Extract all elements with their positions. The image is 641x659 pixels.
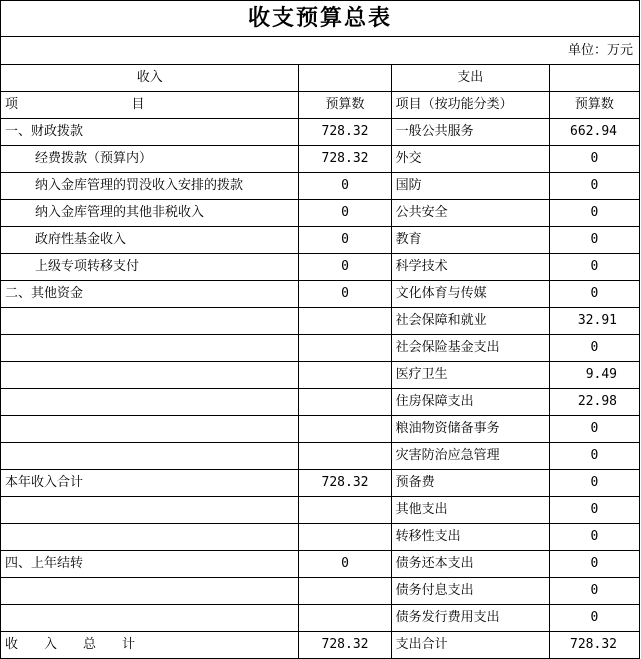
income-item bbox=[1, 497, 299, 524]
empty-cell bbox=[549, 65, 639, 92]
income-value bbox=[299, 362, 391, 389]
income-item: 本年收入合计 bbox=[1, 470, 299, 497]
expense-value: 0 bbox=[549, 227, 639, 254]
income-value: 728.32 bbox=[299, 119, 391, 146]
income-value: 0 bbox=[299, 227, 391, 254]
header-row-2 bbox=[1, 92, 640, 119]
table-row bbox=[1, 173, 640, 200]
table-row bbox=[1, 281, 640, 308]
table-row bbox=[1, 308, 640, 335]
expense-item: 教育 bbox=[391, 227, 549, 254]
income-value: 728.32 bbox=[299, 146, 391, 173]
income-item: 经费拨款（预算内） bbox=[1, 146, 299, 173]
expense-item: 其他支出 bbox=[391, 497, 549, 524]
table-row bbox=[1, 362, 640, 389]
table-row bbox=[1, 389, 640, 416]
income-item: 四、上年结转 bbox=[1, 551, 299, 578]
income-value bbox=[299, 605, 391, 632]
expense-value: 22.98 bbox=[549, 389, 639, 416]
expense-item: 债务还本支出 bbox=[391, 551, 549, 578]
item-left-b: 目 bbox=[131, 97, 145, 112]
expense-item: 转移性支出 bbox=[391, 524, 549, 551]
income-item: 上级专项转移支付 bbox=[1, 254, 299, 281]
expense-item: 住房保障支出 bbox=[391, 389, 549, 416]
table-row bbox=[1, 335, 640, 362]
item-left-header bbox=[1, 92, 299, 119]
budget-table bbox=[0, 64, 640, 659]
expense-value: 0 bbox=[549, 335, 639, 362]
table-row bbox=[1, 443, 640, 470]
income-value: 728.32 bbox=[299, 470, 391, 497]
income-value bbox=[299, 578, 391, 605]
expense-item: 文化体育与传媒 bbox=[391, 281, 549, 308]
income-value bbox=[299, 335, 391, 362]
income-item bbox=[1, 578, 299, 605]
table-row bbox=[1, 605, 640, 632]
expense-item: 国防 bbox=[391, 173, 549, 200]
table-row bbox=[1, 524, 640, 551]
income-item bbox=[1, 362, 299, 389]
total-label-char: 入 bbox=[44, 637, 58, 652]
income-item bbox=[1, 335, 299, 362]
expense-value: 0 bbox=[549, 497, 639, 524]
total-label-char: 计 bbox=[122, 637, 136, 652]
income-item bbox=[1, 443, 299, 470]
income-item bbox=[1, 605, 299, 632]
expense-item: 外交 bbox=[391, 146, 549, 173]
expense-item: 社会保障和就业 bbox=[391, 308, 549, 335]
expense-item: 科学技术 bbox=[391, 254, 549, 281]
expense-item: 债务发行费用支出 bbox=[391, 605, 549, 632]
expense-value: 0 bbox=[549, 254, 639, 281]
income-value bbox=[299, 308, 391, 335]
income-header: 收入 bbox=[1, 65, 299, 92]
empty-cell bbox=[299, 65, 391, 92]
expense-value: 0 bbox=[549, 524, 639, 551]
header-row-1 bbox=[1, 65, 640, 92]
expense-value: 0 bbox=[549, 470, 639, 497]
expense-item: 预备费 bbox=[391, 470, 549, 497]
item-right-header: 项目（按功能分类） bbox=[391, 92, 549, 119]
expense-item: 医疗卫生 bbox=[391, 362, 549, 389]
expense-item: 一般公共服务 bbox=[391, 119, 549, 146]
page-title: 收支预算总表 bbox=[0, 0, 640, 36]
income-item: 纳入金库管理的罚没收入安排的拨款 bbox=[1, 173, 299, 200]
expense-item: 灾害防治应急管理 bbox=[391, 443, 549, 470]
expense-value: 662.94 bbox=[549, 119, 639, 146]
expense-header: 支出 bbox=[391, 65, 549, 92]
income-value: 0 bbox=[299, 254, 391, 281]
expense-value: 0 bbox=[549, 443, 639, 470]
income-value: 0 bbox=[299, 551, 391, 578]
expense-value: 9.49 bbox=[549, 362, 639, 389]
income-item: 纳入金库管理的其他非税收入 bbox=[1, 200, 299, 227]
table-row bbox=[1, 416, 640, 443]
total-income-value: 728.32 bbox=[299, 632, 391, 659]
income-value: 0 bbox=[299, 173, 391, 200]
income-item: 政府性基金收入 bbox=[1, 227, 299, 254]
table-row bbox=[1, 146, 640, 173]
table-row bbox=[1, 227, 640, 254]
table-row bbox=[1, 254, 640, 281]
income-value: 0 bbox=[299, 200, 391, 227]
expense-value: 0 bbox=[549, 551, 639, 578]
income-value bbox=[299, 416, 391, 443]
total-expense-value: 728.32 bbox=[549, 632, 639, 659]
income-value: 0 bbox=[299, 281, 391, 308]
total-label-char: 总 bbox=[83, 637, 97, 652]
expense-item: 粮油物资储备事务 bbox=[391, 416, 549, 443]
income-item: 一、财政拨款 bbox=[1, 119, 299, 146]
expense-value: 0 bbox=[549, 416, 639, 443]
total-expense-label: 支出合计 bbox=[391, 632, 549, 659]
expense-value: 0 bbox=[549, 173, 639, 200]
income-value bbox=[299, 524, 391, 551]
expense-item: 债务付息支出 bbox=[391, 578, 549, 605]
expense-item: 社会保险基金支出 bbox=[391, 335, 549, 362]
item-left-a: 项 bbox=[5, 97, 19, 112]
expense-value: 32.91 bbox=[549, 308, 639, 335]
expense-value: 0 bbox=[549, 281, 639, 308]
total-label-char: 收 bbox=[5, 637, 19, 652]
expense-value: 0 bbox=[549, 605, 639, 632]
table-row bbox=[1, 497, 640, 524]
expense-value: 0 bbox=[549, 578, 639, 605]
total-label bbox=[1, 632, 299, 659]
unit-label: 单位：万元 bbox=[0, 36, 640, 64]
income-item bbox=[1, 389, 299, 416]
income-item: 二、其他资金 bbox=[1, 281, 299, 308]
budget-right-header: 预算数 bbox=[549, 92, 639, 119]
income-item bbox=[1, 524, 299, 551]
table-row bbox=[1, 578, 640, 605]
expense-value: 0 bbox=[549, 146, 639, 173]
income-value bbox=[299, 389, 391, 416]
income-item bbox=[1, 416, 299, 443]
expense-item: 公共安全 bbox=[391, 200, 549, 227]
income-item bbox=[1, 308, 299, 335]
income-value bbox=[299, 443, 391, 470]
total-row bbox=[1, 632, 640, 659]
table-row bbox=[1, 200, 640, 227]
income-value bbox=[299, 497, 391, 524]
table-row bbox=[1, 551, 640, 578]
budget-left-header: 预算数 bbox=[299, 92, 391, 119]
table-row bbox=[1, 119, 640, 146]
table-row bbox=[1, 470, 640, 497]
expense-value: 0 bbox=[549, 200, 639, 227]
